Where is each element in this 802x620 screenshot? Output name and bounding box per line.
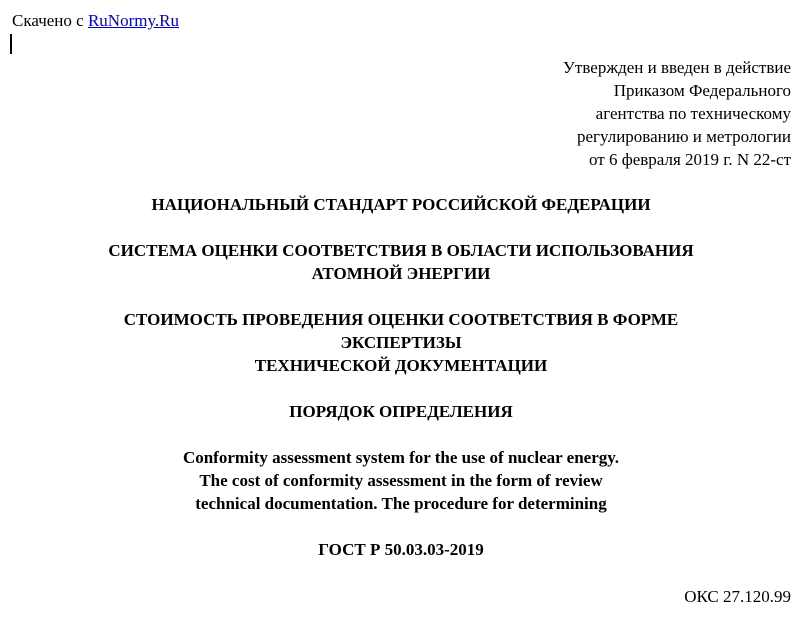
approval-line: агентства по техническому	[595, 104, 791, 123]
download-source-line	[12, 9, 179, 32]
runormy-link[interactable]: RuNormy.Ru	[87, 11, 179, 30]
cost-title-line: ТЕХНИЧЕСКОЙ ДОКУМЕНТАЦИИ	[254, 356, 548, 375]
text-cursor	[10, 34, 12, 54]
english-title-line: The cost of conformity assessment in the form of review	[199, 471, 603, 490]
approval-line: Приказом Федерального	[613, 81, 791, 100]
english-title-line: Conformity assessment system for the use of nuclear energy.	[182, 448, 620, 467]
system-title-line: АТОМНОЙ ЭНЕРГИИ	[311, 264, 491, 283]
gost-text: ГОСТ Р 50.03.03-2019	[318, 540, 484, 559]
national-standard-text: НАЦИОНАЛЬНЫЙ СТАНДАРТ РОССИЙСКОЙ ФЕДЕРАЦИИ	[151, 195, 651, 214]
oks-code: ОКС 27.120.99	[684, 587, 791, 606]
approval-line: от 6 февраля 2019 г. N 22-ст	[588, 150, 791, 169]
cost-title-line: ЭКСПЕРТИЗЫ	[340, 333, 462, 352]
cost-title	[0, 308, 802, 377]
system-title	[0, 239, 802, 285]
approval-block	[563, 56, 791, 171]
gost-number	[0, 538, 802, 561]
cost-title-line: СТОИМОСТЬ ПРОВЕДЕНИЯ ОЦЕНКИ СООТВЕТСТВИЯ В ФОРМЕ	[123, 310, 679, 329]
english-title-line: technical documentation. The procedure for determining	[195, 494, 607, 513]
approval-line: регулированию и метрологии	[576, 127, 791, 146]
approval-line: Утвержден и введен в действие	[562, 58, 791, 77]
system-title-line: СИСТЕМА ОЦЕНКИ СООТВЕТСТВИЯ В ОБЛАСТИ ИСПОЛЬЗОВАНИЯ	[108, 241, 694, 260]
national-standard-title	[0, 193, 802, 216]
english-title	[0, 446, 802, 515]
procedure-title	[0, 400, 802, 423]
download-prefix: Скачено с	[12, 11, 88, 30]
procedure-text: ПОРЯДОК ОПРЕДЕЛЕНИЯ	[289, 402, 513, 421]
